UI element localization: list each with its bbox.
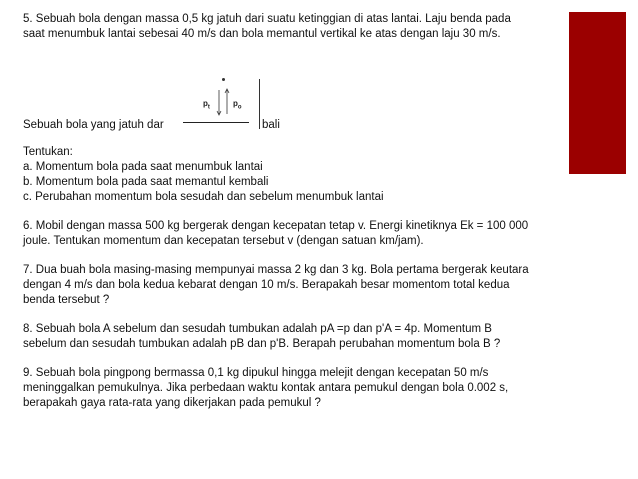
q6-line2: joule. Tentukan momentum dan kecepatan tersebut v (dengan satuan km/jam).	[23, 235, 424, 247]
label-p-outgoing: $p_o$	[233, 99, 242, 111]
q9-line1: 9. Sebuah bola pingpong bermassa 0,1 kg dipukul hingga melejit dengan kecepatan 50 m/s	[23, 367, 489, 379]
q5-figure-left-text: Sebuah bola yang jatuh dar	[23, 119, 164, 131]
q7-line1: 7. Dua buah bola masing-masing mempunyai massa 2 kg dan 3 kg. Bola pertama bergerak keutara	[23, 264, 529, 276]
q5-item-c: c. Perubahan momentum bola sesudah dan sebelum menumbuk lantai	[23, 191, 384, 203]
q5-line2: saat menumbuk lantai sebesai 40 m/s dan bola memantul vertikal ke atas dengan laju 30 m/s.	[23, 28, 501, 40]
q5-figure-right-text: bali	[262, 119, 280, 131]
q5-line1: 5. Sebuah bola dengan massa 0,5 kg jatuh dari suatu ketinggian di atas lantai. Laju benda pada	[23, 13, 511, 25]
q8-line1: 8. Sebuah bola A sebelum dan sesudah tumbukan adalah pA =p dan p'A = 4p. Momentum B	[23, 323, 492, 335]
label-p-incoming: $p_t$	[203, 99, 210, 111]
q9-line3: berapakah gaya rata-rata yang dikerjakan pada pemukul ?	[23, 397, 321, 409]
floor-line	[183, 122, 249, 123]
q7-line2: dengan 4 m/s dan bola kedua kebarat dengan 10 m/s. Berapakah besar momentom total kedua	[23, 279, 510, 291]
q5-item-a: a. Momentum bola pada saat menumbuk lantai	[23, 161, 263, 173]
q5-item-b: b. Momentum bola pada saat memantul kembali	[23, 176, 269, 188]
q6-line1: 6. Mobil dengan massa 500 kg bergerak dengan kecepatan tetap v. Energi kinetiknya Ek = 100 000	[23, 220, 529, 232]
wall-line	[259, 79, 260, 129]
momentum-arrows	[176, 76, 262, 134]
q5-tentukan: Tentukan:	[23, 146, 73, 158]
q7-line3: benda tersebut ?	[23, 294, 110, 306]
accent-bar	[569, 12, 626, 174]
q8-line2: sebelum dan sesudah tumbukan adalah pB dan p'B. Berapah perubahan momentum bola B ?	[23, 338, 501, 350]
q9-line2: meninggalkan pemukulnya. Jika perbedaan waktu kontak antara pemukul dengan bola 0.002 s,	[23, 382, 509, 394]
bounce-figure	[176, 76, 262, 134]
